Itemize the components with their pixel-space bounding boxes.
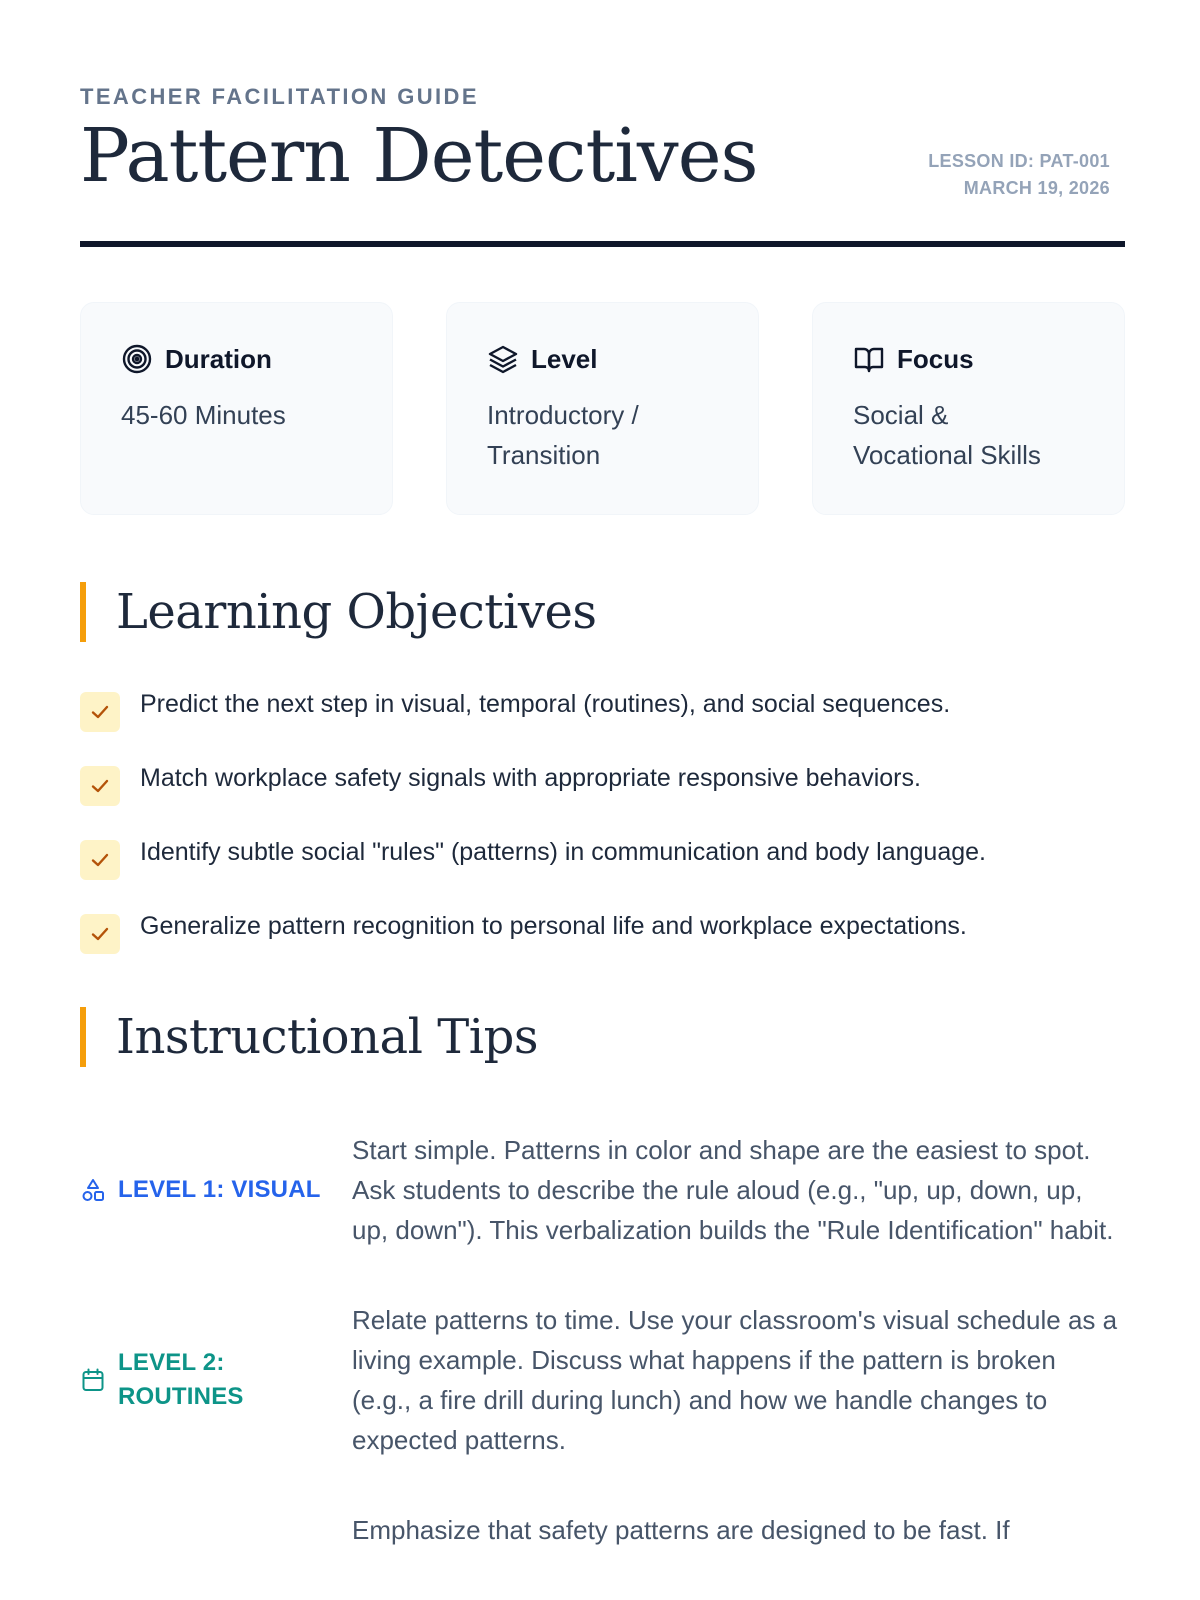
card-value: Introductory / Transition [487, 400, 639, 470]
shapes-icon [80, 1177, 106, 1203]
card-level [446, 302, 759, 515]
tip-level-label [80, 1346, 352, 1414]
book-open-icon [853, 343, 885, 375]
tip-level-label [80, 1173, 352, 1207]
lesson-date: MARCH 19, 2026 [963, 178, 1110, 198]
objective-text: Match workplace safety signals with appropriate responsive behaviors. [140, 764, 921, 792]
objective-text: Identify subtle social "rules" (patterns) in communication and body language. [140, 838, 986, 866]
tip-text: Start simple. Patterns in color and shape are the easiest to spot. Ask students to describe the rule aloud (e.g., "up, up, down, up, up, down"). This verbalization builds the "Rule Identification" habit. [352, 1135, 1114, 1245]
objectives-heading: Learning Objectives [80, 582, 597, 642]
checkmark-icon [80, 914, 120, 954]
info-cards [80, 302, 1125, 515]
list-item [80, 688, 1140, 762]
lesson-meta [928, 148, 1110, 202]
card-label: Level [531, 343, 598, 374]
card-focus [812, 302, 1125, 515]
tips-list [80, 1130, 1125, 1600]
target-icon [121, 343, 153, 375]
card-label: Duration [165, 343, 272, 374]
checkmark-icon [80, 692, 120, 732]
card-value: Social & Vocational Skills [853, 400, 1041, 470]
guide-eyebrow: TEACHER FACILITATION GUIDE [80, 84, 479, 109]
tip-row [80, 1510, 1125, 1550]
checkmark-icon [80, 840, 120, 880]
tip-text: Relate patterns to time. Use your classroom's visual schedule as a living example. Discuss what happens if the pattern is broken (e.g., a fire drill during lunch) and how we handle changes to expected patterns. [352, 1305, 1118, 1455]
card-duration [80, 302, 393, 515]
lesson-id: LESSON ID: PAT-001 [928, 151, 1110, 171]
list-item [80, 836, 1140, 910]
calendar-icon [80, 1367, 106, 1393]
objectives-list [80, 688, 1140, 984]
card-label: Focus [897, 343, 974, 374]
tip-row [80, 1300, 1125, 1460]
list-item [80, 910, 1140, 984]
objective-text: Predict the next step in visual, temporal (routines), and social sequences. [140, 690, 951, 718]
layers-icon [487, 343, 519, 375]
tip-label-text: LEVEL 2: ROUTINES [118, 1349, 244, 1410]
tips-heading: Instructional Tips [80, 1007, 538, 1067]
list-item [80, 762, 1140, 836]
card-value: 45-60 Minutes [121, 400, 286, 430]
tip-text: Emphasize that safety patterns are designed to be fast. If [352, 1515, 1010, 1545]
checkmark-icon [80, 766, 120, 806]
page-title: Pattern Detectives [80, 113, 758, 199]
tip-row [80, 1130, 1125, 1250]
objective-text: Generalize pattern recognition to personal life and workplace expectations. [140, 912, 967, 940]
header-divider [80, 241, 1125, 247]
tip-label-text: LEVEL 1: VISUAL [118, 1176, 321, 1203]
